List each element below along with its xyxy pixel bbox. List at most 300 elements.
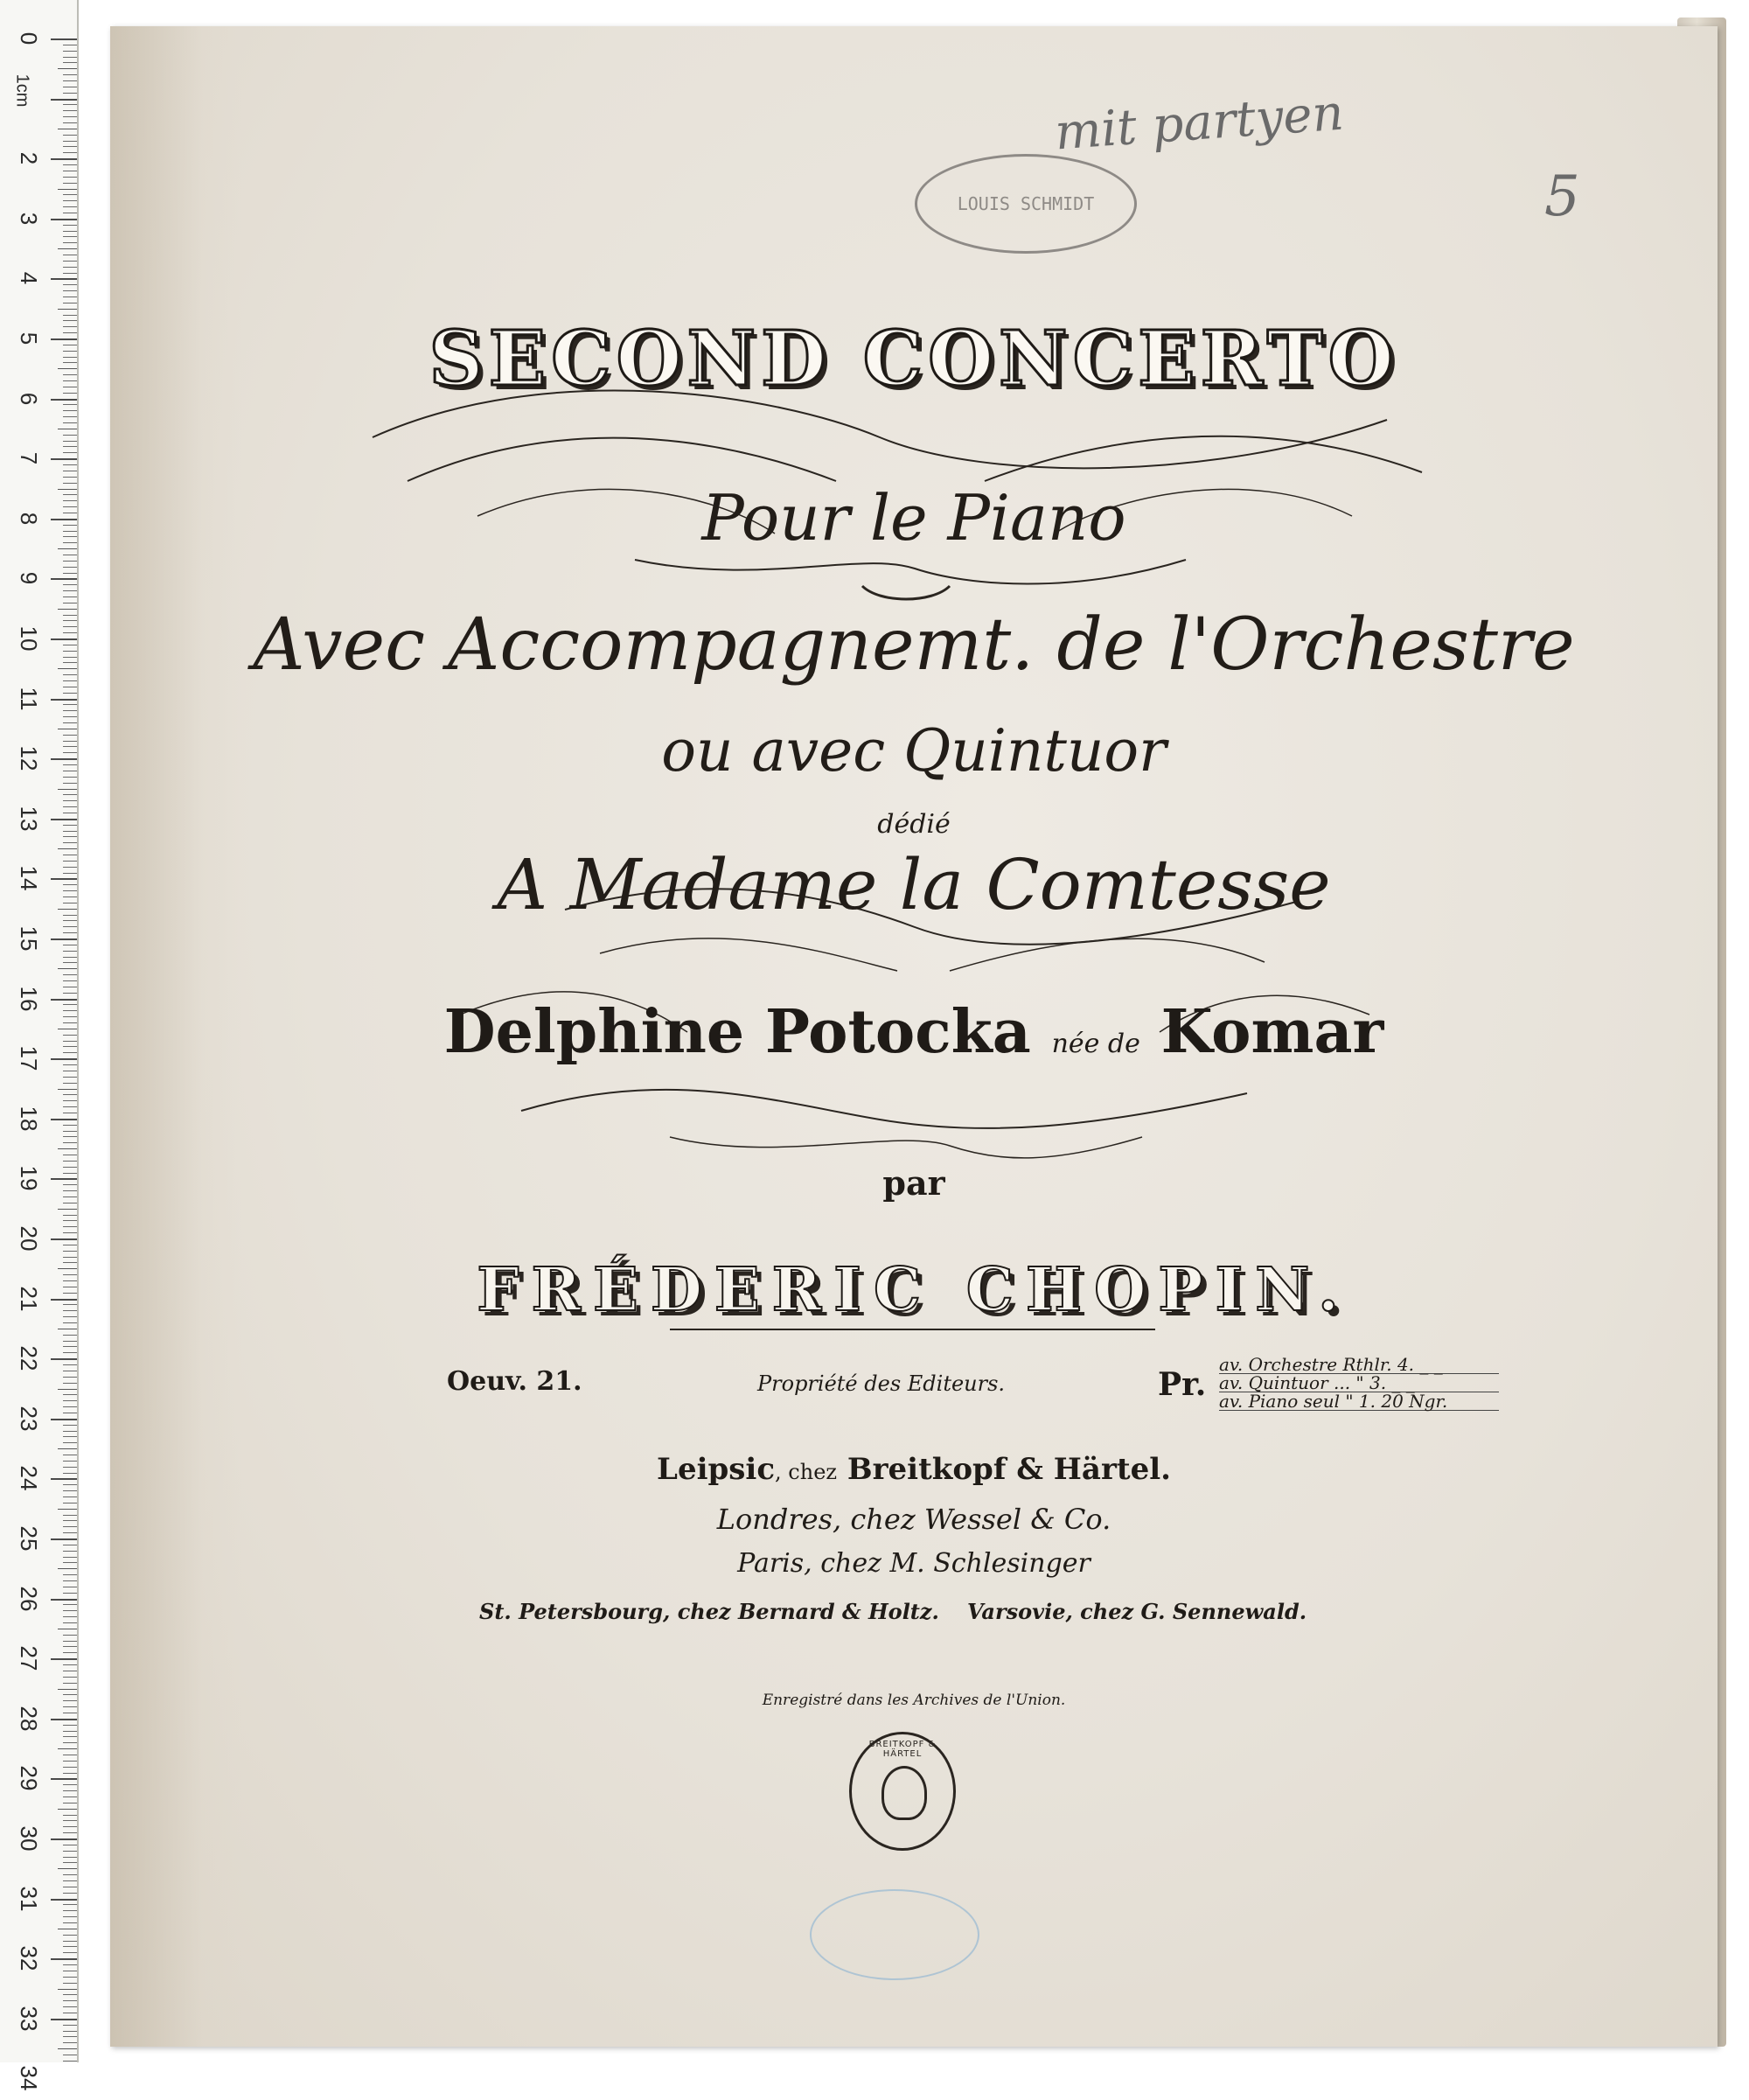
ruler-minor-tick (63, 836, 77, 837)
property-notice: Propriété des Editeurs. (757, 1371, 1006, 1396)
handwritten-number: 5 (1544, 164, 1580, 229)
ruler-number: 21 (16, 1286, 42, 1312)
ruler-minor-tick (63, 626, 77, 627)
ruler-half-tick (58, 609, 77, 610)
ruler-minor-tick (63, 1364, 77, 1365)
ruler-minor-tick (63, 236, 77, 237)
ruler-minor-tick (63, 1983, 77, 1984)
ruler-minor-tick (63, 1851, 77, 1852)
ruler-minor-tick (63, 1767, 77, 1768)
ruler-minor-tick (63, 1593, 77, 1594)
ruler-number: 9 (16, 572, 42, 585)
ruler-minor-tick (63, 926, 77, 927)
ruler-minor-tick (63, 225, 77, 226)
ruler-minor-tick (63, 267, 77, 268)
publisher-petersbourg: St. Petersbourg, chez Bernard & Holtz. (479, 1599, 939, 1624)
handwritten-note: mit partyen (1053, 84, 1346, 162)
ruler-minor-tick (63, 542, 77, 543)
ruler-minor-tick (63, 806, 77, 807)
ruler-minor-tick (63, 1916, 77, 1917)
ruler-minor-tick (63, 1652, 77, 1653)
ruler-minor-tick (63, 1442, 77, 1443)
ruler-minor-tick (63, 1815, 77, 1816)
dedicatee-nee: née de (1051, 1029, 1140, 1059)
subtitle-piano: Pour le Piano (701, 481, 1126, 555)
ruler-number: 25 (16, 1525, 42, 1552)
ruler-minor-tick (63, 884, 77, 885)
price-piano-seul: av. Piano seul " 1. 20 Ngr. (1219, 1392, 1499, 1411)
ruler-minor-tick (63, 1773, 77, 1774)
ruler-minor-tick (63, 1826, 77, 1827)
ruler-number: 20 (16, 1225, 42, 1252)
ruler-number: 15 (16, 925, 42, 952)
ruler-half-tick (58, 668, 77, 669)
ruler-number: 26 (16, 1586, 42, 1612)
ruler-minor-tick (63, 632, 77, 633)
ruler-minor-tick (63, 957, 77, 958)
ruler-minor-tick (63, 435, 77, 436)
ruler-minor-tick (63, 662, 77, 663)
ruler-minor-tick (63, 794, 77, 795)
ruler-minor-tick (63, 1131, 77, 1132)
ruler-major-tick (51, 1538, 77, 1540)
ruler-minor-tick (63, 873, 77, 874)
ruler-major-tick (51, 1238, 77, 1240)
ruler-minor-tick (63, 404, 77, 405)
ruler-minor-tick (63, 51, 77, 52)
ruler-number: 31 (16, 1886, 42, 1912)
ruler-minor-tick (63, 1142, 77, 1143)
ruler-half-tick (58, 489, 77, 490)
ruler-minor-tick (63, 380, 77, 381)
ruler-half-tick (58, 189, 77, 190)
ruler-minor-tick (63, 1400, 77, 1401)
ruler-number: 2 (16, 151, 42, 165)
ruler-minor-tick (63, 1274, 77, 1275)
ruler-minor-tick (63, 1700, 77, 1701)
ruler-minor-tick (63, 1094, 77, 1095)
ruler-minor-tick (63, 1461, 77, 1462)
ruler-major-tick (51, 578, 77, 580)
ruler-minor-tick (63, 320, 77, 321)
owner-stamp: LOUIS SCHMIDT (915, 154, 1137, 254)
ruler-minor-tick (63, 536, 77, 537)
ruler-minor-tick (63, 1467, 77, 1468)
ruler-number: 24 (16, 1465, 42, 1491)
ruler-minor-tick (63, 1557, 77, 1558)
dedicatee-name (110, 997, 1718, 1067)
ruler-major-tick (51, 1599, 77, 1601)
ruler-minor-tick (63, 951, 77, 952)
ruler-major-tick (51, 1419, 77, 1420)
ruler-minor-tick (63, 1352, 77, 1353)
ruler-minor-tick (63, 710, 77, 711)
ruler-number: 33 (16, 2006, 42, 2032)
ruler-minor-tick (63, 693, 77, 694)
ruler-minor-tick (63, 1725, 77, 1726)
ruler-minor-tick (63, 1431, 77, 1432)
ruler-half-tick (58, 1148, 77, 1149)
ruler-minor-tick (63, 206, 77, 207)
faded-library-stamp (810, 1889, 979, 1980)
ruler-minor-tick (63, 1016, 77, 1017)
ruler-minor-tick (63, 651, 77, 652)
ruler-minor-tick (63, 1293, 77, 1294)
price-label: Pr. (1158, 1366, 1207, 1403)
ruler-minor-tick (63, 657, 77, 658)
ruler-minor-tick (63, 1184, 77, 1185)
measuring-ruler (0, 0, 79, 2091)
ruler-minor-tick (63, 1790, 77, 1791)
ruler-number: 19 (16, 1165, 42, 1191)
ruler-minor-tick (63, 1257, 77, 1258)
subtitle-orchestra: Avec Accompagnemt. de l'Orchestre (253, 603, 1575, 687)
ruler-minor-tick (63, 1220, 77, 1221)
ruler-number: 12 (16, 745, 42, 771)
ruler-minor-tick (63, 122, 77, 123)
ruler-minor-tick (63, 962, 77, 963)
ruler-half-tick (58, 1689, 77, 1690)
publisher-leipsic-chez: , chez (775, 1460, 838, 1484)
ruler-minor-tick (63, 1946, 77, 1947)
ruler-minor-tick (63, 506, 77, 507)
ruler-number: 30 (16, 1825, 42, 1852)
ruler-minor-tick (63, 1473, 77, 1474)
ruler-major-tick (51, 819, 77, 820)
ruler-minor-tick (63, 2006, 77, 2007)
ruler-major-tick (51, 638, 77, 640)
ruler-minor-tick (63, 1857, 77, 1858)
ruler-minor-tick (63, 716, 77, 717)
ruler-minor-tick (63, 1490, 77, 1491)
ruler-minor-tick (63, 104, 77, 105)
ruler-minor-tick (63, 110, 77, 111)
ruler-minor-tick (63, 1173, 77, 1174)
ruler-minor-tick (63, 525, 77, 526)
ruler-minor-tick (63, 1935, 77, 1936)
ruler-minor-tick (63, 867, 77, 868)
ruler-minor-tick (63, 1010, 77, 1011)
ruler-minor-tick (63, 141, 77, 142)
ruler-minor-tick (63, 1736, 77, 1737)
ruler-minor-tick (63, 1232, 77, 1233)
ruler-half-tick (58, 1089, 77, 1090)
ruler-minor-tick (63, 152, 77, 153)
ruler-minor-tick (63, 1820, 77, 1821)
publisher-varsovie: Varsovie, chez G. Sennewald. (967, 1599, 1307, 1624)
ruler-minor-tick (63, 1742, 77, 1743)
ruler-minor-tick (63, 1064, 77, 1065)
ruler-minor-tick (63, 1383, 77, 1384)
ruler-minor-tick (63, 1580, 77, 1581)
ruler-major-tick (51, 1178, 77, 1180)
ruler-minor-tick (63, 531, 77, 532)
ruler-half-tick (58, 2048, 77, 2049)
ruler-minor-tick (63, 1335, 77, 1336)
ruler-minor-tick (63, 477, 77, 478)
ruler-minor-tick (63, 1052, 77, 1053)
ruler-minor-tick (63, 290, 77, 291)
ruler-minor-tick (63, 1304, 77, 1305)
ruler-minor-tick (63, 1520, 77, 1521)
ruler-minor-tick (63, 1604, 77, 1605)
main-title: SECOND CONCERTO (429, 315, 1399, 403)
ruler-minor-tick (63, 1004, 77, 1005)
ruler-minor-tick (63, 183, 77, 184)
ruler-minor-tick (63, 362, 77, 363)
ruler-number: 14 (16, 865, 42, 891)
ruler-unit-label: 1cm (12, 73, 32, 108)
ruler-minor-tick (63, 777, 77, 778)
publisher-leipsic-city: Leipsic (657, 1452, 776, 1487)
ruler-half-tick (58, 968, 77, 969)
ruler-major-tick (51, 1899, 77, 1901)
ruler-minor-tick (63, 146, 77, 147)
ruler-minor-tick (63, 1551, 77, 1552)
ruler-half-tick (58, 1509, 77, 1510)
ruler-major-tick (51, 158, 77, 160)
ruler-minor-tick (63, 1941, 77, 1942)
ruler-minor-tick (63, 135, 77, 136)
ruler-major-tick (51, 699, 77, 701)
ruler-minor-tick (63, 93, 77, 94)
ruler-minor-tick (63, 1394, 77, 1395)
ruler-minor-tick (63, 483, 77, 484)
ruler-minor-tick (63, 446, 77, 447)
ruler-minor-tick (63, 2031, 77, 2032)
ruler-minor-tick (63, 1310, 77, 1311)
ruler-minor-tick (63, 722, 77, 723)
ruler-minor-tick (63, 2042, 77, 2043)
ruler-major-tick (51, 1358, 77, 1360)
ruler-major-tick (51, 2019, 77, 2020)
ruler-minor-tick (63, 1041, 77, 1042)
price-quintuor: av. Quintuor ... " 3. _ _ (1219, 1374, 1499, 1392)
ruler-minor-tick (63, 393, 77, 394)
ruler-minor-tick (63, 783, 77, 784)
ruler-minor-tick (63, 704, 77, 705)
ruler-number: 6 (16, 392, 42, 405)
ruler-minor-tick (63, 200, 77, 201)
ruler-minor-tick (63, 1694, 77, 1695)
ruler-minor-tick (63, 273, 77, 274)
ruler-half-tick (58, 248, 77, 249)
ruler-number: 22 (16, 1345, 42, 1371)
ruler-minor-tick (63, 573, 77, 574)
ruler-number: 32 (16, 1945, 42, 1971)
ruler-number: 16 (16, 986, 42, 1012)
ruler-major-tick (51, 278, 77, 280)
ruler-minor-tick (63, 284, 77, 285)
ruler-minor-tick (63, 422, 77, 423)
ruler-minor-tick (63, 1641, 77, 1642)
composer-name: FRÉDERIC CHOPIN. (477, 1255, 1351, 1325)
ruler-major-tick (51, 758, 77, 760)
ruler-minor-tick (63, 890, 77, 891)
ruler-minor-tick (63, 500, 77, 501)
ruler-minor-tick (63, 1731, 77, 1732)
ruler-minor-tick (63, 374, 77, 375)
price-orchestre: av. Orchestre Rthlr. 4. _ _ (1219, 1356, 1499, 1374)
ruler-minor-tick (63, 1035, 77, 1036)
ruler-minor-tick (63, 861, 77, 862)
ruler-half-tick (58, 1989, 77, 1990)
ruler-half-tick (58, 1568, 77, 1569)
ruler-minor-tick (63, 1610, 77, 1611)
ruler-minor-tick (63, 1635, 77, 1636)
ruler-minor-tick (63, 326, 77, 327)
ruler-minor-tick (63, 1832, 77, 1833)
ruler-minor-tick (63, 1683, 77, 1684)
ruler-minor-tick (63, 1322, 77, 1323)
ruler-minor-tick (63, 825, 77, 826)
ruler-minor-tick (63, 1262, 77, 1263)
ruler-number: 27 (16, 1645, 42, 1671)
ruler-minor-tick (63, 194, 77, 195)
ruler-minor-tick (63, 1664, 77, 1665)
ruler-minor-tick (63, 1862, 77, 1863)
ruler-minor-tick (63, 561, 77, 562)
ruler-minor-tick (63, 1964, 77, 1965)
ruler-minor-tick (63, 1977, 77, 1978)
ruler-minor-tick (63, 74, 77, 75)
ruler-minor-tick (63, 980, 77, 981)
ruler-major-tick (51, 38, 77, 40)
ruler-major-tick (51, 519, 77, 520)
ruler-minor-tick (63, 1532, 77, 1533)
ruler-minor-tick (63, 1904, 77, 1905)
ruler-number: 3 (16, 212, 42, 226)
ruler-major-tick (51, 338, 77, 340)
ruler-half-tick (58, 1748, 77, 1749)
ruler-half-tick (58, 1868, 77, 1869)
ruler-minor-tick (63, 1106, 77, 1107)
ruler-minor-tick (63, 1316, 77, 1317)
ruler-major-tick (51, 99, 77, 101)
ruler-minor-tick (63, 1425, 77, 1426)
ruler-minor-tick (63, 1341, 77, 1342)
ruler-minor-tick (63, 800, 77, 801)
ruler-minor-tick (63, 416, 77, 417)
ruler-minor-tick (63, 1136, 77, 1137)
ruler-minor-tick (63, 1761, 77, 1762)
ruler-minor-tick (63, 1190, 77, 1191)
ruler-minor-tick (63, 1046, 77, 1047)
price-list (1219, 1356, 1499, 1411)
par-word: par (882, 1163, 945, 1203)
ruler-major-tick (51, 399, 77, 401)
ruler-minor-tick (63, 831, 77, 832)
ruler-major-tick (51, 1658, 77, 1660)
ruler-minor-tick (63, 680, 77, 681)
ruler-minor-tick (63, 1893, 77, 1894)
ruler-minor-tick (63, 1910, 77, 1911)
ruler-major-tick (51, 1838, 77, 1840)
ruler-number: 11 (16, 687, 42, 711)
ruler-number: 10 (16, 625, 42, 652)
ruler-minor-tick (63, 2061, 77, 2062)
ruler-minor-tick (63, 1922, 77, 1923)
publisher-paris: Paris, chez M. Schlesinger (737, 1548, 1091, 1579)
ruler-minor-tick (63, 494, 77, 495)
ruler-major-tick (51, 1778, 77, 1780)
ruler-minor-tick (63, 164, 77, 165)
ruler-minor-tick (63, 1215, 77, 1216)
ruler-minor-tick (63, 80, 77, 81)
ruler-minor-tick (63, 1406, 77, 1407)
ruler-minor-tick (63, 746, 77, 747)
ruler-half-tick (58, 368, 77, 369)
ruler-minor-tick (63, 315, 77, 316)
dedication-word: dédié (877, 809, 951, 840)
ruler-minor-tick (63, 932, 77, 933)
ruler-minor-tick (63, 332, 77, 333)
ruler-minor-tick (63, 1100, 77, 1101)
ruler-half-tick (58, 309, 77, 310)
ruler-half-tick (58, 1268, 77, 1269)
ruler-number: 18 (16, 1106, 42, 1132)
ruler-minor-tick (63, 1994, 77, 1995)
ruler-minor-tick (63, 441, 77, 442)
subtitle-quintuor: ou avec Quintuor (661, 717, 1167, 785)
ruler-major-tick (51, 878, 77, 880)
ruler-minor-tick (63, 177, 77, 178)
ruler-minor-tick (63, 2036, 77, 2037)
ruler-major-tick (51, 999, 77, 1001)
ruler-minor-tick (63, 920, 77, 921)
ruler-minor-tick (63, 1646, 77, 1647)
dedicatee-first: Delphine Potocka (443, 997, 1031, 1067)
ruler-major-tick (51, 1058, 77, 1060)
opus-number: Oeuv. 21. (447, 1366, 582, 1397)
ruler-minor-tick (63, 1484, 77, 1485)
publisher-leipsic (110, 1452, 1718, 1487)
ruler-minor-tick (63, 2025, 77, 2026)
ruler-minor-tick (63, 615, 77, 616)
ruler-minor-tick (63, 351, 77, 352)
ruler-major-tick (51, 1478, 77, 1480)
score-title-page (110, 26, 1718, 2047)
ruler-half-tick (58, 909, 77, 910)
lyre-icon (881, 1766, 927, 1820)
ruler-minor-tick (63, 1874, 77, 1875)
ruler-number: 5 (16, 331, 42, 345)
ruler-half-tick (58, 789, 77, 790)
ruler-major-tick (51, 1719, 77, 1720)
ruler-minor-tick (63, 1706, 77, 1707)
ruler-minor-tick (63, 1526, 77, 1527)
ruler-minor-tick (63, 674, 77, 675)
ruler-minor-tick (63, 1083, 77, 1084)
ruler-minor-tick (63, 464, 77, 465)
ruler-minor-tick (63, 62, 77, 63)
ruler-major-tick (51, 938, 77, 940)
ruler-minor-tick (63, 584, 77, 585)
ruler-minor-tick (63, 1077, 77, 1078)
ruler-minor-tick (63, 764, 77, 765)
ruler-number: 34 (16, 2065, 42, 2091)
ruler-minor-tick (63, 1377, 77, 1378)
ruler-minor-tick (63, 1880, 77, 1881)
ruler-major-tick (51, 1299, 77, 1301)
dedication-line: A Madame la Comtesse (497, 844, 1331, 925)
ruler-half-tick (58, 1389, 77, 1390)
ruler-minor-tick (63, 993, 77, 994)
ruler-minor-tick (63, 1161, 77, 1162)
ruler-number: 0 (16, 31, 42, 45)
publisher-leipsic-name: Breitkopf & Härtel. (847, 1452, 1171, 1487)
ruler-minor-tick (63, 410, 77, 411)
